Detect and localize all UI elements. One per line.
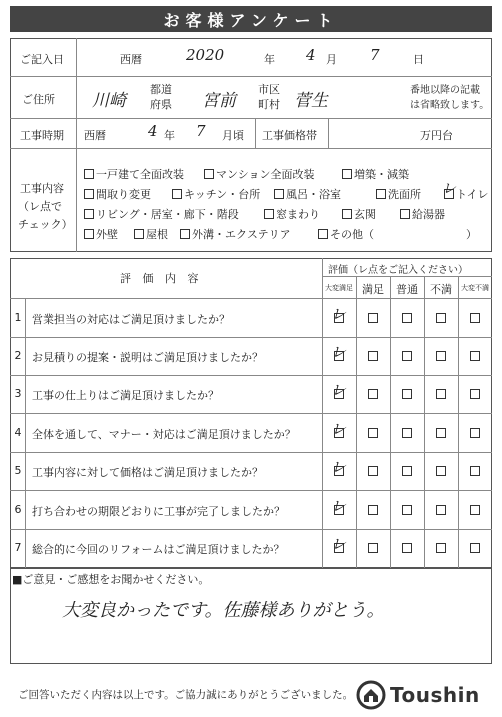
rating-checkbox[interactable] [436,389,446,399]
work-option[interactable]: マンション全面改装 [204,166,315,182]
question-text: 工事内容に対して価格はご満足頂けましたか？ [32,466,263,479]
rating-checkbox[interactable] [368,351,378,361]
question-text: 工事の仕上りはご満足頂けましたか？ [32,389,219,402]
checkbox-icon [342,209,352,219]
checkbox-icon [400,209,410,219]
work-label-1: 工事内容 [20,182,64,195]
question-text: お見積りの提案・説明はご満足頂けましたか？ [32,351,263,364]
address-note-2: は省略致します。 [410,100,490,111]
comments-label: ■ご意見・ご感想をお聞かせください。 [12,573,210,586]
rating-checkbox[interactable] [368,428,378,438]
date-day[interactable]: 7 [370,46,380,64]
work-option-checked[interactable]: トイレ [444,186,488,202]
date-month[interactable]: 4 [306,46,316,64]
rating-checkbox[interactable] [436,543,446,553]
brand-name: Toushin [390,683,480,707]
work-option[interactable]: 増築・減築 [342,166,409,182]
pref-unit-top: 都道 [150,83,172,96]
question-number: 1 [14,311,22,324]
work-option[interactable]: 屋根 [134,226,168,242]
checkbox-icon [134,229,144,239]
checkbox-icon [84,229,94,239]
work-option[interactable]: リビング・居室・廊下・階段 [84,206,239,222]
footer-text: ご回答いただく内容は以上です。ご協力誠にありがとうございました。 [18,689,354,701]
check-mark-icon: レ [331,497,347,515]
date-label: ご記入日 [20,53,64,66]
price-unit: 万円台 [420,129,453,142]
rating-header: 評価（レ点をご記入ください） [328,265,468,276]
rating-checkbox[interactable] [436,505,446,515]
city-unit-bottom: 町村 [258,98,280,111]
rating-checkbox[interactable] [470,505,480,515]
period-era: 西暦 [84,129,106,142]
work-option[interactable]: 窓まわり [264,206,320,222]
date-year-unit: 年 [264,53,275,66]
rating-checkbox[interactable] [368,543,378,553]
checkbox-icon [84,209,94,219]
checkbox-icon [84,189,94,199]
address-city[interactable]: 宮前 [202,91,236,111]
question-number: 5 [14,464,22,477]
period-month[interactable]: 7 [196,122,206,140]
rating-checkbox[interactable] [470,428,480,438]
work-option[interactable]: キッチン・台所 [172,186,260,202]
work-option[interactable]: 洗面所 [376,186,421,202]
date-year[interactable]: 2020 [186,46,225,64]
work-label-2: （レ点で [18,200,62,213]
period-year[interactable]: 4 [148,122,158,140]
work-label-3: チェック） [18,218,73,231]
work-option[interactable]: 玄関 [342,206,376,222]
question-number: 6 [14,503,22,516]
question-text: 全体を通して、マナー・対応はご満足頂けましたか？ [32,428,296,441]
address-town[interactable]: 菅生 [294,91,328,111]
question-text: 総合的に今回のリフォームはご満足頂けましたか？ [32,543,285,556]
rating-checkbox[interactable] [368,505,378,515]
checkbox-icon [376,189,386,199]
work-option[interactable]: 外壁 [84,226,118,242]
rating-checkbox[interactable] [470,543,480,553]
work-option-other[interactable]: その他（ [318,226,374,242]
rating-checkbox[interactable] [402,505,412,515]
address-note-1: 番地以降の記載 [410,85,480,96]
check-mark-icon: レ [331,305,347,323]
work-option-other-close: ） [466,228,477,241]
rating-checkbox[interactable] [402,313,412,323]
work-option[interactable]: 風呂・浴室 [274,186,341,202]
price-label: 工事価格帯 [262,129,317,142]
question-number: 3 [14,387,22,400]
city-unit-top: 市区 [258,83,280,96]
col-very-dissatisfied: 大変不満 [461,284,489,292]
rating-checkbox[interactable] [470,466,480,476]
date-day-unit: 日 [413,53,424,66]
col-satisfied: 満足 [362,283,384,296]
check-mark-icon: レ [331,535,347,553]
rating-checkbox[interactable] [402,389,412,399]
rating-checkbox[interactable] [436,466,446,476]
question-number: 2 [14,349,22,362]
question-number: 7 [14,541,22,554]
toushin-logo [356,680,480,710]
rating-checkbox[interactable] [402,466,412,476]
check-mark-icon: レ [331,343,347,361]
checkbox-icon [84,169,94,179]
date-era: 西暦 [120,53,142,66]
check-mark-icon: レ [331,458,347,476]
period-month-unit: 月頃 [222,129,244,142]
question-text: 打ち合わせの期限どおりに工事が完了しましたか？ [32,505,285,518]
address-pref[interactable]: 川崎 [92,91,126,111]
checkbox-icon [274,189,284,199]
check-mark-icon: レ [331,381,347,399]
rating-checkbox[interactable] [402,351,412,361]
rating-checkbox[interactable] [368,313,378,323]
content-header: 評 価 内 容 [120,272,203,285]
checkbox-icon [180,229,190,239]
rating-checkbox[interactable] [402,428,412,438]
work-option[interactable]: 外溝・エクステリア [180,226,291,242]
rating-checkbox[interactable] [470,351,480,361]
col-very-satisfied: 大変満足 [325,284,353,292]
house-logo-icon [356,680,386,710]
comments-text[interactable]: 大変良かったです。佐藤様ありがとう。 [62,600,385,621]
check-mark-icon: レ [442,181,456,197]
period-year-unit: 年 [164,129,175,142]
period-label: 工事時期 [20,129,64,142]
checkbox-icon [204,169,214,179]
pref-unit-bottom: 府県 [150,98,172,111]
checkbox-icon [264,209,274,219]
rating-checkbox[interactable] [368,466,378,476]
checkbox-icon [318,229,328,239]
date-month-unit: 月 [326,53,337,66]
rating-checkbox[interactable] [470,313,480,323]
work-option[interactable]: 給湯器 [400,206,445,222]
work-option[interactable]: 間取り変更 [84,186,151,202]
checkbox-icon [342,169,352,179]
address-label: ご住所 [22,93,55,106]
check-mark-icon: レ [331,420,347,438]
rating-checkbox[interactable] [402,543,412,553]
rating-checkbox[interactable] [436,351,446,361]
checkbox-icon [172,189,182,199]
question-text: 営業担当の対応はご満足頂けましたか？ [32,313,230,326]
col-neutral: 普通 [396,283,418,296]
page-title: お客様アンケート [10,6,492,32]
rating-checkbox[interactable] [436,428,446,438]
rating-checkbox[interactable] [368,389,378,399]
col-dissatisfied: 不満 [430,283,452,296]
work-option[interactable]: 一戸建て全面改装 [84,166,184,182]
rating-checkbox[interactable] [470,389,480,399]
rating-checkbox[interactable] [436,313,446,323]
question-number: 4 [14,426,22,439]
